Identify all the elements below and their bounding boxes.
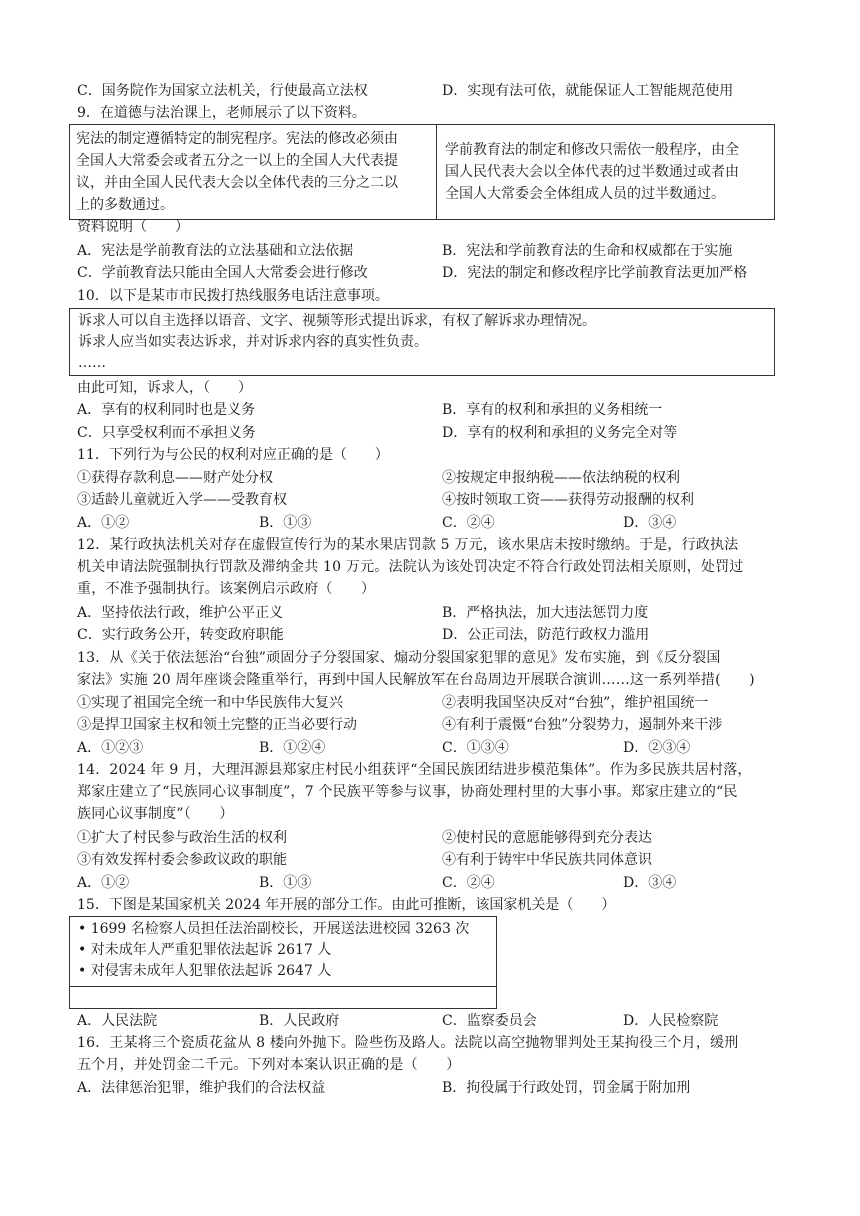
q11-option-b[interactable]: B．①③ [259, 515, 312, 531]
q13-stem-line: 13．从《关于依法惩治“台独”顽固分子分裂国家、煽动分裂国家犯罪的意见》发布实施，到《反分裂国 [77, 650, 721, 666]
q14-statement-2: ②使村民的意愿能够得到充分表达 [442, 830, 652, 846]
q8-option-d[interactable]: D．实现有法可依，就能保证人工智能规范使用 [442, 83, 734, 99]
q13-statements-12 [77, 692, 787, 714]
q9-material-left-line: 全国人大常委会或者五分之一以上的全国人大代表提 [76, 153, 398, 169]
q9-material-left-line: 议，并由全国人民代表大会以全体代表的三分之二以 [76, 175, 398, 191]
q13-statements-34 [77, 714, 787, 736]
q9-material-preschool-law [437, 125, 775, 220]
q14-options [77, 872, 787, 894]
q10-option-b[interactable]: B．享有的权利和承担的义务相统一 [442, 402, 663, 418]
q14-option-d[interactable]: D．③④ [623, 875, 677, 891]
q12-option-d[interactable]: D．公正司法，防范行政权力滥用 [442, 627, 650, 643]
q9-material-left-line: 上的多数通过。 [76, 197, 174, 213]
q13-option-c[interactable]: C．①③④ [442, 740, 509, 756]
q11-statement-2: ②按规定申报纳税——依法纳税的权利 [442, 470, 680, 486]
q15-option-b[interactable]: B．人民政府 [259, 1013, 340, 1029]
q9-prompt: 资料说明（ ） [77, 219, 189, 235]
q13-stem [77, 647, 777, 691]
q16-stem-line: 16．王某将三个瓷质花盆从 8 楼向外抛下。险些伤及路人。法院以高空抛物罪判处王某拘役三个月，缓刑 [77, 1035, 739, 1051]
q16-stem [77, 1032, 777, 1076]
q13-statement-1: ①实现了祖国完全统一和中华民族伟大复兴 [77, 695, 343, 711]
q10-stem: 10．以下是某市市民拨打热线服务电话注意事项。 [77, 288, 389, 304]
q9-material-right-line: 全国人大常委会全体组成人员的过半数通过。 [445, 186, 725, 202]
q14-statements-12 [77, 827, 787, 849]
q10-options-cd [77, 422, 787, 444]
q11-option-c[interactable]: C．②④ [442, 515, 495, 531]
q13-option-b[interactable]: B．①②④ [259, 740, 326, 756]
q13-stem-line: 家法》实施 20 周年座谈会隆重举行，再到中国人民解放军在台岛周边开展联合演训……这一系列举措( ) [77, 672, 755, 688]
q15-box-line: • 对侵害未成年人犯罪依法起诉 2647 人 [78, 963, 332, 979]
q11-statement-1: ①获得存款利息——财产处分权 [77, 470, 273, 486]
q9-options-ab [77, 240, 787, 262]
q11-statements-34 [77, 489, 787, 511]
q12-options-ab [77, 602, 787, 624]
q15-option-d[interactable]: D．人民检察院 [623, 1013, 719, 1029]
q9-material-right-line: 国人民代表大会以全体代表的过半数通过或者由 [445, 164, 739, 180]
q11-option-d[interactable]: D．③④ [623, 515, 677, 531]
q12-option-a[interactable]: A．坚持依法行政，维护公平正义 [77, 605, 284, 621]
q14-stem [77, 759, 777, 825]
q10-option-d[interactable]: D．享有的权利和承担的义务完全对等 [442, 425, 678, 441]
q10-option-a[interactable]: A．享有的权利同时也是义务 [77, 402, 256, 418]
q9-material-right-line: 学前教育法的制定和修改只需依一般程序，由全 [445, 142, 739, 158]
q14-option-c[interactable]: C．②④ [442, 875, 495, 891]
q12-stem-line: 12．某行政执法机关对存在虚假宣传行为的某水果店罚款 5 万元，该水果店未按时缴纳。于是，行政执法 [77, 537, 739, 553]
q11-option-a[interactable]: A．①② [77, 515, 130, 531]
q9-option-b[interactable]: B．宪法和学前教育法的生命和权威都在于实施 [442, 243, 733, 259]
q13-statement-2: ②表明我国坚决反对“台独”，维护祖国统一 [442, 695, 709, 711]
q10-options-ab [77, 399, 787, 421]
q14-option-a[interactable]: A．①② [77, 875, 130, 891]
q11-statement-3: ③适龄儿童就近入学——受教育权 [77, 492, 287, 508]
q15-stem: 15．下图是某国家机关 2024 年开展的部分工作。由此可推断，该国家机关是（ ） [77, 897, 616, 913]
q12-option-b[interactable]: B．严格执法，加大违法惩罚力度 [442, 605, 649, 621]
q16-option-b[interactable]: B．拘役属于行政处罚，罚金属于附加刑 [442, 1080, 691, 1096]
q15-box-bottom-cell [69, 986, 497, 1009]
q13-statement-3: ③是捍卫国家主权和领土完整的正当必要行动 [77, 717, 357, 733]
q15-box-line: • 1699 名检察人员担任法治副校长，开展送法进校园 3263 次 [78, 921, 470, 937]
q13-statement-4: ④有利于震慑“台独”分裂势力，遏制外来干涉 [442, 717, 723, 733]
q14-statement-1: ①扩大了村民参与政治生活的权利 [77, 830, 287, 846]
q15-option-c[interactable]: C．监察委员会 [442, 1013, 537, 1029]
q9-stem: 9．在道德与法治课上，老师展示了以下资料。 [77, 105, 366, 121]
q10-material-box [69, 308, 775, 376]
q9-material-table [69, 124, 775, 220]
q11-stem: 11．下列行为与公民的权利对应正确的是（ ） [77, 447, 389, 463]
q9-option-d[interactable]: D．宪法的制定和修改程序比学前教育法更加严格 [442, 265, 748, 281]
q11-options [77, 512, 787, 534]
q13-option-d[interactable]: D．②③④ [623, 740, 691, 756]
q13-options [77, 737, 787, 759]
q15-option-a[interactable]: A．人民法院 [77, 1013, 158, 1029]
q10-prompt: 由此可知，诉求人，（ ） [77, 380, 252, 396]
q14-stem-line: 14．2024 年 9 月，大理洱源县郑家庄村民小组获评“全国民族团结进步模范集体”。作为多民族共居村落， [77, 762, 752, 778]
q14-stem-line: 族同心议事制度”（ ） [77, 806, 234, 822]
q9-material-left-line: 宪法的制定遵循特定的制宪程序。宪法的修改必须由 [76, 131, 398, 147]
q12-stem [77, 534, 777, 600]
q14-stem-line: 郑家庄建立了“民族同心议事制度”，7 个民族平等参与议事，协商处理村里的大事小事。郑家庄建立的“民 [77, 784, 738, 800]
q10-option-c[interactable]: C．只享受权利而不承担义务 [77, 425, 256, 441]
q10-box-line: …… [78, 355, 106, 371]
q15-work-box [69, 916, 497, 986]
q16-options-ab [77, 1077, 787, 1099]
q10-box-line: 诉求人可以自主选择以语音、文字、视频等形式提出诉求，有权了解诉求办理情况。 [78, 313, 596, 329]
q11-statements-12 [77, 467, 787, 489]
q9-material-constitution [70, 125, 437, 220]
q12-option-c[interactable]: C．实行政务公开，转变政府职能 [77, 627, 284, 643]
q16-option-a[interactable]: A．法律惩治犯罪，维护我们的合法权益 [77, 1080, 326, 1096]
q9-option-a[interactable]: A．宪法是学前教育法的立法基础和立法依据 [77, 243, 354, 259]
q14-option-b[interactable]: B．①③ [259, 875, 312, 891]
q15-options [77, 1010, 787, 1032]
q14-statements-34 [77, 849, 787, 871]
q14-statement-4: ④有利于铸牢中华民族共同体意识 [442, 852, 652, 868]
q15-box-line: • 对未成年人严重犯罪依法起诉 2617 人 [78, 942, 332, 958]
q9-options-cd [77, 262, 787, 284]
q12-stem-line: 重，不准予强制执行。该案例启示政府（ ） [77, 581, 376, 597]
q8-option-c[interactable]: C．国务院作为国家立法机关，行使最高立法权 [77, 83, 368, 99]
q12-options-cd [77, 624, 787, 646]
q16-stem-line: 五个月，并处罚金二千元。下列对本案认识正确的是（ ） [77, 1057, 461, 1073]
q14-statement-3: ③有效发挥村委会参政议政的职能 [77, 852, 287, 868]
q12-stem-line: 机关申请法院强制执行罚款及滞纳金共 10 万元。法院认为该处罚决定不符合行政处罚法相关原则，处罚过 [77, 559, 744, 575]
q9-option-c[interactable]: C．学前教育法只能由全国人大常委会进行修改 [77, 265, 368, 281]
q11-statement-4: ④按时领取工资——获得劳动报酬的权利 [442, 492, 694, 508]
q13-option-a[interactable]: A．①②③ [77, 740, 144, 756]
q10-box-line: 诉求人应当如实表达诉求，并对诉求内容的真实性负责。 [78, 334, 428, 350]
q8-options-cd [77, 80, 787, 102]
